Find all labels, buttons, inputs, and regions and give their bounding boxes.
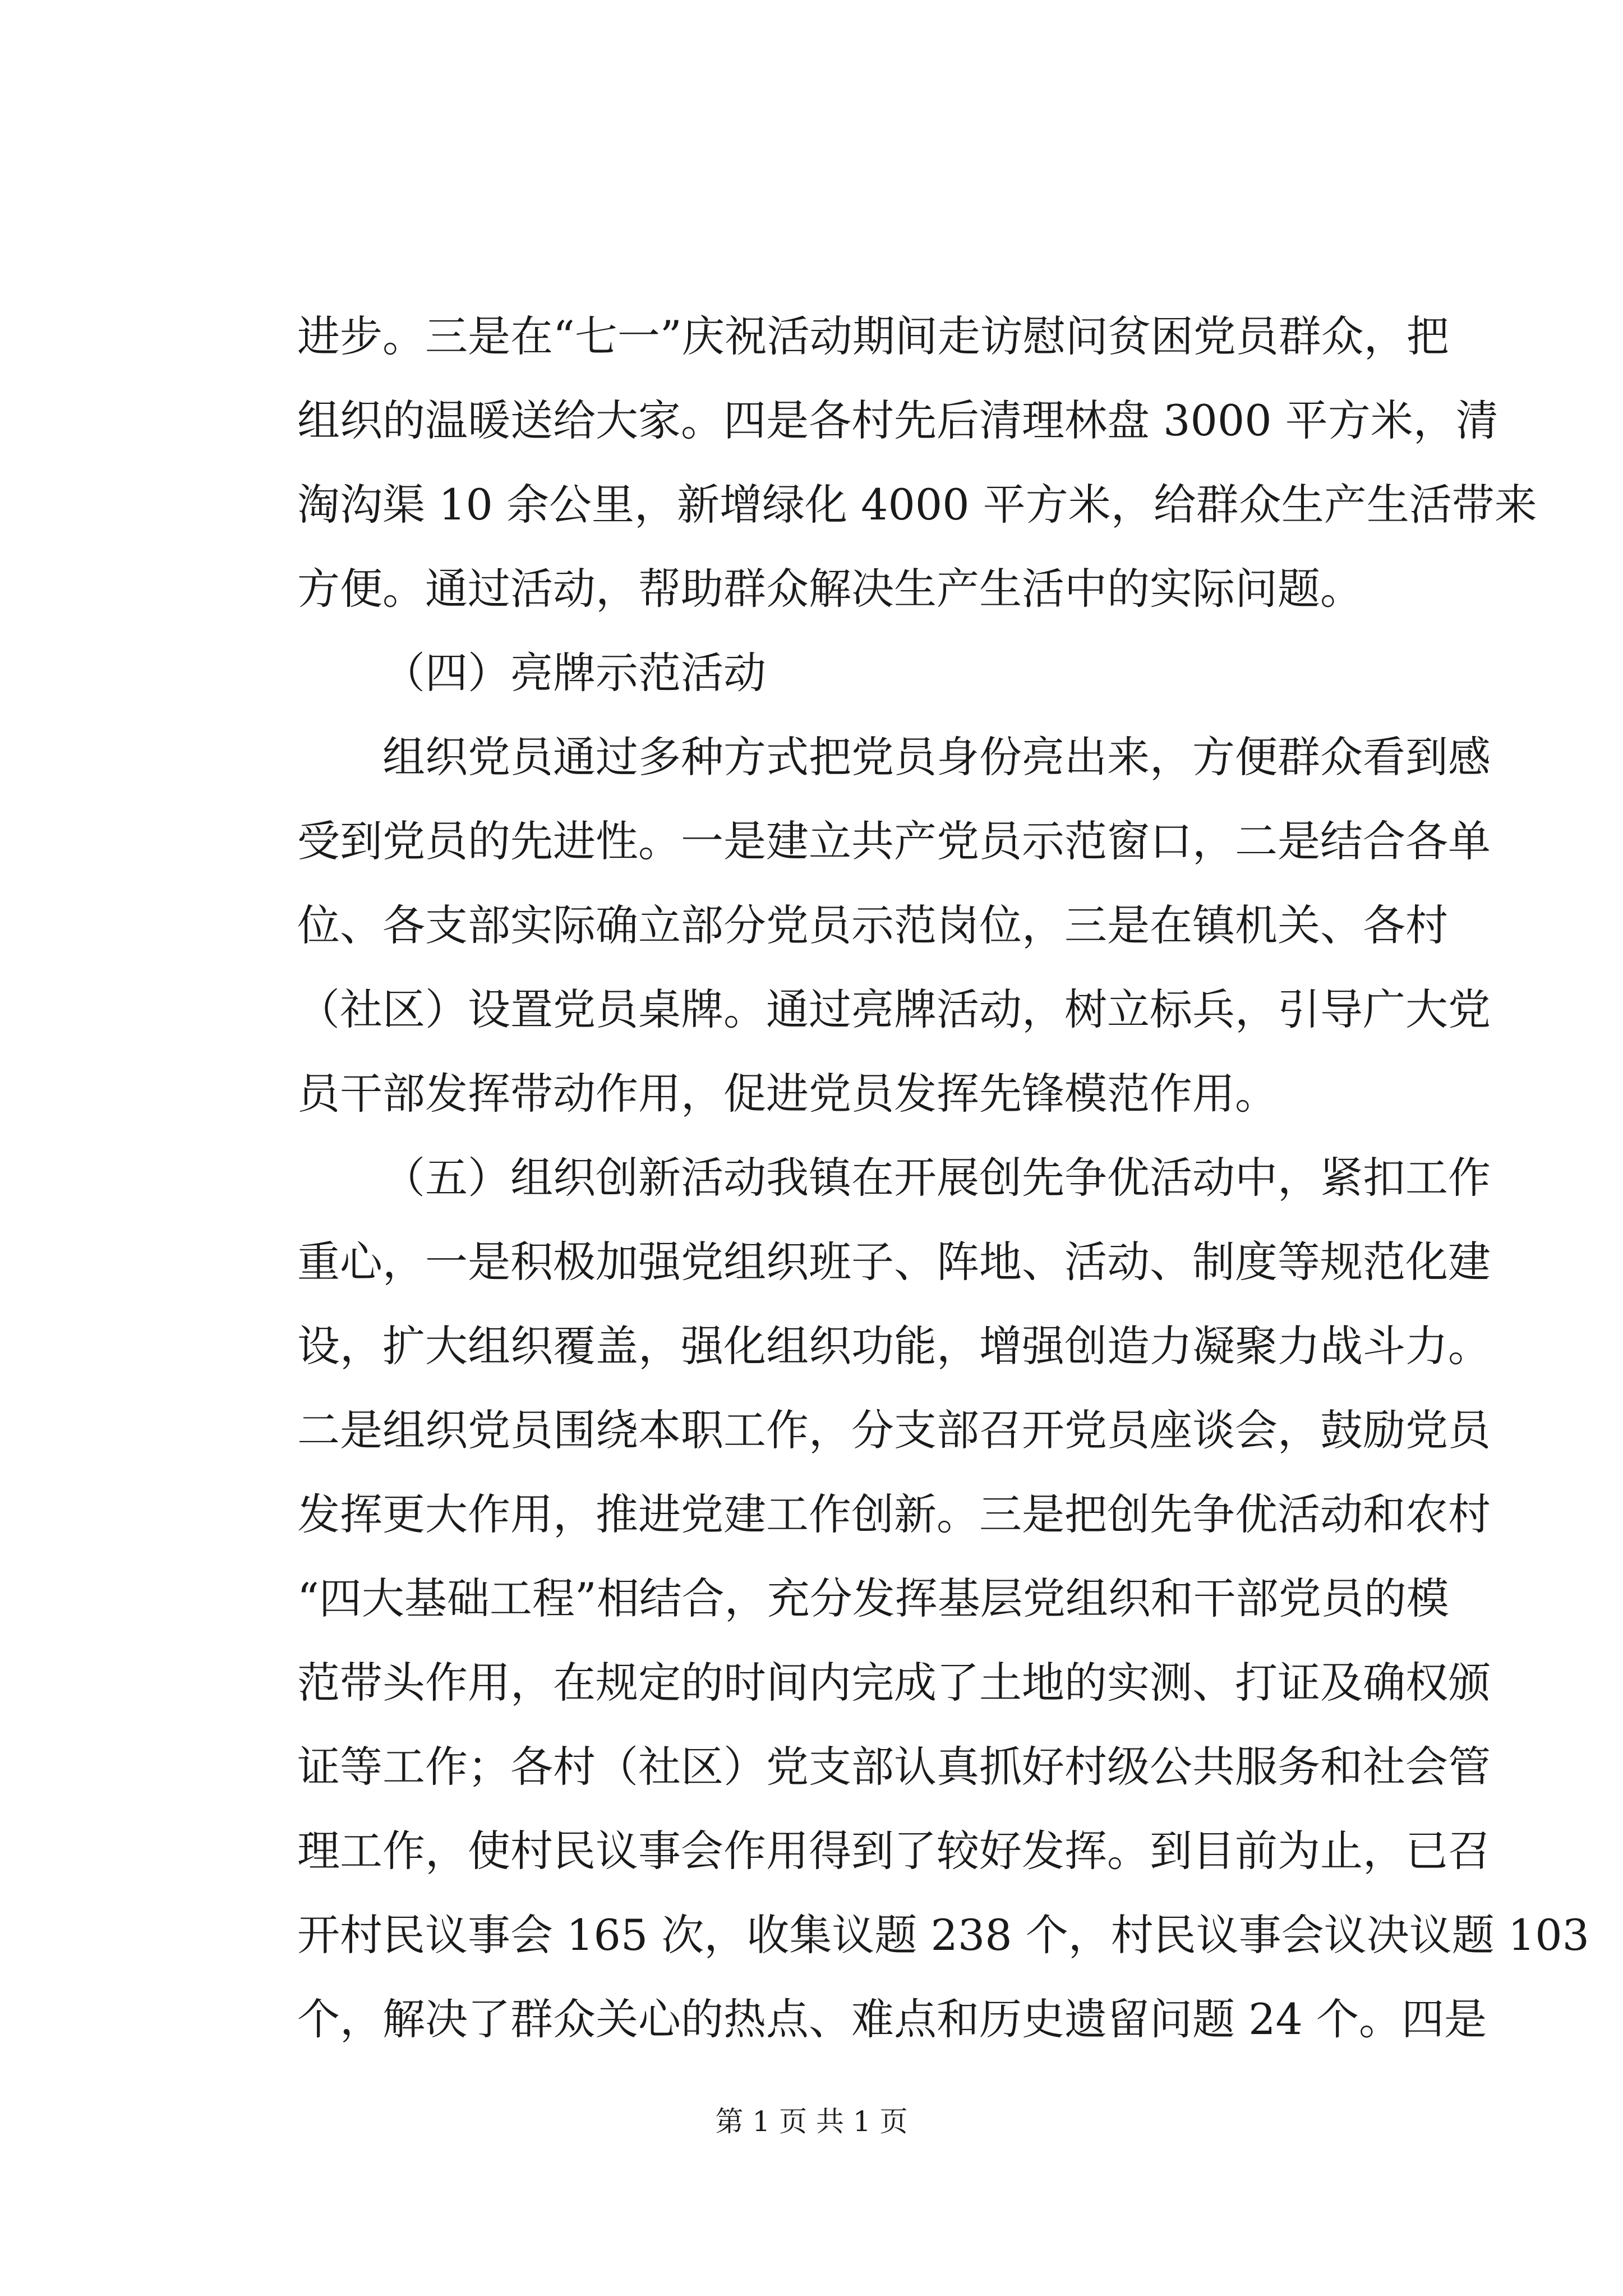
text-line: 二是组织党员围绕本职工作，分支部召开党员座谈会，鼓励党员 — [297, 1405, 1491, 1455]
text-line: （四）亮牌示范活动 — [382, 648, 766, 698]
text-line: 位、各支部实际确立部分党员示范岗位，三是在镇机关、各村 — [297, 900, 1448, 950]
text-line: 范带头作用，在规定的时间内完成了土地的实测、打证及确权颁 — [297, 1658, 1491, 1708]
text-line: 组织党员通过多种方式把党员身份亮出来，方便群众看到感 — [382, 732, 1491, 782]
body-text — [297, 295, 1589, 2062]
page-footer: 第 1 页 共 1 页 — [715, 2105, 908, 2138]
text-line: 方便。通过活动，帮助群众解决生产生活中的实际问题。 — [297, 564, 1363, 614]
text-line: 淘沟渠 10 余公里，新增绿化 4000 平方米，给群众生产生活带来 — [297, 480, 1537, 530]
text-line: 重心，一是积极加强党组织班子、阵地、活动、制度等规范化建 — [297, 1237, 1491, 1287]
text-line: 员干部发挥带动作用，促进党员发挥先锋模范作用。 — [297, 1069, 1278, 1119]
text-line: 开村民议事会 165 次，收集议题 238 个，村民议事会议决议题 103 — [297, 1910, 1589, 1960]
text-line: 受到党员的先进性。一是建立共产党员示范窗口，二是结合各单 — [297, 816, 1491, 866]
text-line: 进步。三是在“七一”庆祝活动期间走访慰问贫困党员群众，把 — [297, 311, 1449, 361]
text-line: 设，扩大组织覆盖，强化组织功能，增强创造力凝聚力战斗力。 — [297, 1321, 1491, 1371]
text-line: （五）组织创新活动我镇在开展创先争优活动中，紧扣工作 — [382, 1153, 1491, 1203]
text-line: 证等工作；各村（社区）党支部认真抓好村级公共服务和社会管 — [297, 1742, 1491, 1792]
text-line: 组织的温暖送给大家。四是各村先后清理林盘 3000 平方米，清 — [297, 395, 1498, 445]
text-line: 发挥更大作用，推进党建工作创新。三是把创先争优活动和农村 — [297, 1489, 1491, 1539]
text-line: （社区）设置党员桌牌。通过亮牌活动，树立标兵，引导广大党 — [297, 984, 1491, 1034]
text-line: 个，解决了群众关心的热点、难点和历史遗留问题 24 个。四是 — [297, 1994, 1487, 2044]
text-line: 理工作，使村民议事会作用得到了较好发挥。到目前为止，已召 — [297, 1826, 1491, 1876]
text-line: “四大基础工程”相结合，充分发挥基层党组织和干部党员的模 — [297, 1573, 1449, 1623]
